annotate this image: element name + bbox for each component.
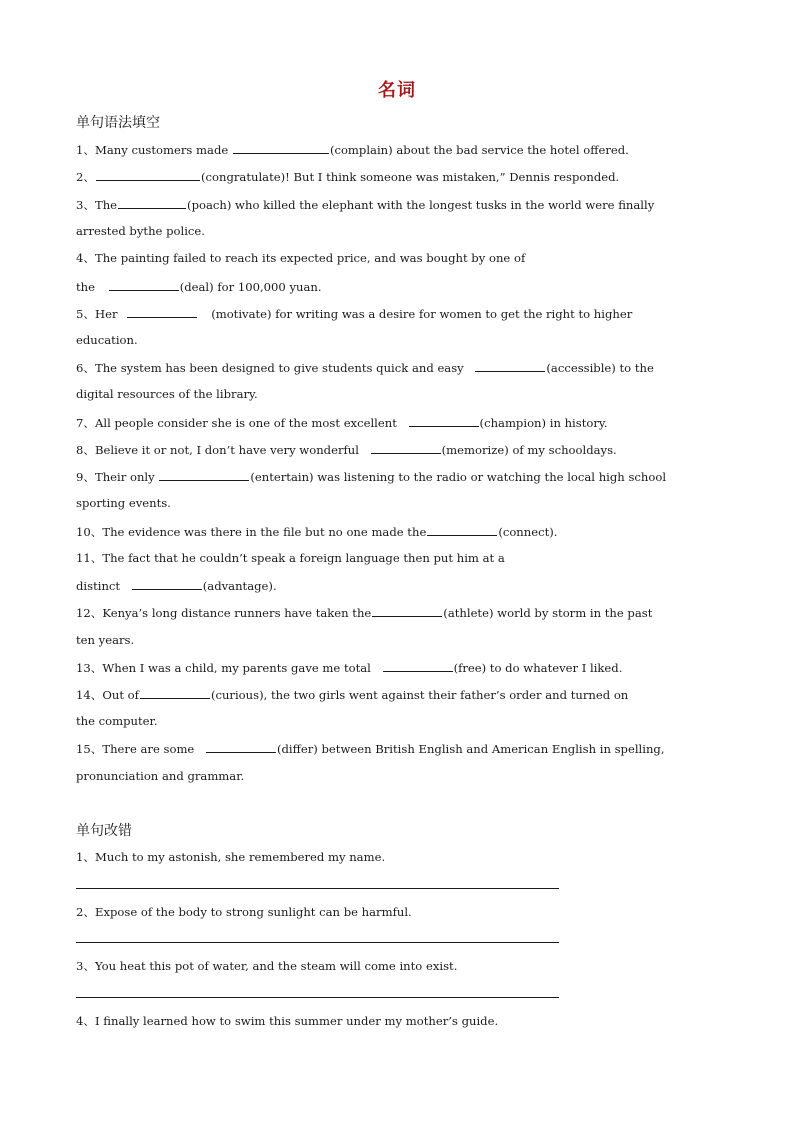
word-hint: (complain) (329, 143, 393, 157)
answer-blank[interactable] (371, 441, 441, 454)
fill-item-6-cont: digital resources of the library. (76, 387, 258, 401)
word-hint: (deal) (179, 280, 214, 294)
fill-item-13 (76, 659, 728, 676)
correction-item-1 (76, 849, 728, 865)
item-text: Out of (102, 688, 139, 702)
fill-item-9-cont: sporting events. (76, 496, 171, 510)
fill-item-14-cont: the computer. (76, 714, 158, 728)
item-number: 3、 (76, 959, 95, 973)
correction-section-heading: 单句改错 (76, 823, 132, 839)
fill-item-15 (76, 740, 728, 757)
fill-item-15-cont: pronunciation and grammar. (76, 769, 245, 783)
item-number: 7、 (76, 416, 95, 430)
item-text: Much to my astonish, she remembered my name. (94, 850, 386, 864)
correction-item-4 (76, 1013, 728, 1029)
answer-blank[interactable] (109, 278, 179, 291)
item-number: 3、 (76, 198, 95, 212)
correction-item-2 (76, 904, 728, 920)
item-number: 2、 (76, 170, 95, 184)
item-text: The fact that he couldn’t speak a foreign language then put him at a (102, 551, 505, 565)
item-text: was listening to the radio or watching the local high school (313, 470, 667, 484)
word-hint: (athlete) (443, 606, 494, 620)
word-hint: (curious) (210, 688, 264, 702)
item-text: in history. (546, 416, 608, 430)
item-text: for writing was a desire for women to get the right to higher (271, 307, 633, 321)
item-text: Expose of the body to strong sunlight can be harmful. (94, 905, 412, 919)
item-text: The (94, 198, 118, 212)
item-text: who killed the elephant with the longest tusks in the world were finally (231, 198, 655, 212)
answer-blank[interactable] (233, 141, 329, 154)
word-hint: (memorize) (441, 443, 509, 457)
word-hint: (accessible) (546, 361, 616, 375)
item-text: for 100,000 yuan. (213, 280, 322, 294)
item-text: The evidence was there in the file but no one made the (102, 525, 427, 539)
answer-blank[interactable] (127, 305, 197, 318)
item-number: 1、 (76, 143, 95, 157)
item-number: 4、 (76, 251, 95, 265)
fill-item-5 (76, 305, 728, 322)
item-number: 11、 (76, 551, 103, 565)
answer-blank[interactable] (409, 414, 479, 427)
item-number: 15、 (76, 742, 103, 756)
item-text: between British English and American English in spelling, (317, 742, 665, 756)
item-number: 4、 (76, 1014, 95, 1028)
answer-blank[interactable] (159, 468, 249, 481)
item-number: 5、 (76, 307, 95, 321)
answer-blank[interactable] (372, 604, 442, 617)
item-text: Believe it or not, I don’t have very wonderful (94, 443, 363, 457)
item-text: Kenya’s long distance runners have taken the (102, 606, 372, 620)
page-title: 名词 (378, 80, 416, 101)
fill-item-5-cont: education. (76, 333, 138, 347)
item-number: 13、 (76, 661, 103, 675)
answer-blank[interactable] (132, 577, 202, 590)
fill-item-3-cont: arrested bythe police. (76, 224, 205, 238)
word-hint: (congratulate) (200, 170, 286, 184)
fill-item-11 (76, 550, 728, 566)
item-text: Many customers made (94, 143, 232, 157)
item-text: When I was a child, my parents gave me total (102, 661, 375, 675)
item-text: . (272, 579, 277, 593)
item-text: to do whatever I liked. (486, 661, 623, 675)
fill-item-4 (76, 250, 728, 266)
item-number: 2、 (76, 905, 95, 919)
answer-blank[interactable] (427, 523, 497, 536)
item-text: I finally learned how to swim this summer under my mother’s guide. (94, 1014, 499, 1028)
item-number: 6、 (76, 361, 95, 375)
item-text: Her (94, 307, 122, 321)
item-text: The painting failed to reach its expected price, and was bought by one of (94, 251, 526, 265)
fill-item-3 (76, 196, 728, 213)
fill-item-1 (76, 141, 728, 158)
fill-item-10 (76, 523, 728, 540)
item-number: 12、 (76, 606, 103, 620)
fill-item-12-cont: ten years. (76, 633, 135, 647)
item-text: . (553, 525, 558, 539)
fill-item-7 (76, 414, 728, 431)
answer-blank[interactable] (206, 740, 276, 753)
item-text: about the bad service the hotel offered. (392, 143, 629, 157)
answer-blank[interactable] (475, 359, 545, 372)
answer-line[interactable] (76, 942, 559, 943)
answer-blank[interactable] (96, 168, 200, 181)
fill-item-9 (76, 468, 728, 485)
item-text: the (76, 280, 99, 294)
item-text: Their only (94, 470, 159, 484)
item-number: 1、 (76, 850, 95, 864)
item-number: 14、 (76, 688, 103, 702)
item-text: There are some (102, 742, 198, 756)
answer-blank[interactable] (383, 659, 453, 672)
fill-item-12 (76, 604, 728, 621)
fill-item-8 (76, 441, 728, 458)
word-hint: (free) (453, 661, 487, 675)
fill-section-heading: 单句语法填空 (76, 115, 160, 131)
word-hint: (advantage) (202, 579, 273, 593)
item-text: You heat this pot of water, and the steam will come into exist. (94, 959, 458, 973)
item-text: world by storm in the past (493, 606, 653, 620)
word-hint: (entertain) (250, 470, 314, 484)
item-text: All people consider she is one of the most excellent (94, 416, 401, 430)
word-hint: (differ) (276, 742, 318, 756)
fill-item-6 (76, 359, 728, 376)
fill-item-11-cont (76, 577, 728, 594)
answer-line[interactable] (76, 997, 559, 998)
word-hint: (champion) (479, 416, 547, 430)
item-text: of my schooldays. (508, 443, 617, 457)
fill-item-2 (76, 168, 728, 185)
answer-line[interactable] (76, 888, 559, 889)
word-hint: (motivate) (211, 307, 272, 321)
fill-item-14 (76, 686, 728, 703)
item-number: 8、 (76, 443, 95, 457)
fill-item-4-cont (76, 278, 728, 295)
item-text: ! But I think someone was mistaken,” Dennis responded. (285, 170, 620, 184)
correction-item-3 (76, 958, 728, 974)
item-text: to the (615, 361, 654, 375)
item-text: distinct (76, 579, 124, 593)
item-text: The system has been designed to give students quick and easy (94, 361, 468, 375)
item-number: 10、 (76, 525, 103, 539)
item-number: 9、 (76, 470, 95, 484)
word-hint: (poach) (187, 198, 232, 212)
answer-blank[interactable] (118, 196, 186, 209)
word-hint: (connect) (498, 525, 554, 539)
answer-blank[interactable] (140, 686, 210, 699)
item-text: , the two girls went against their father’s order and turned on (263, 688, 629, 702)
